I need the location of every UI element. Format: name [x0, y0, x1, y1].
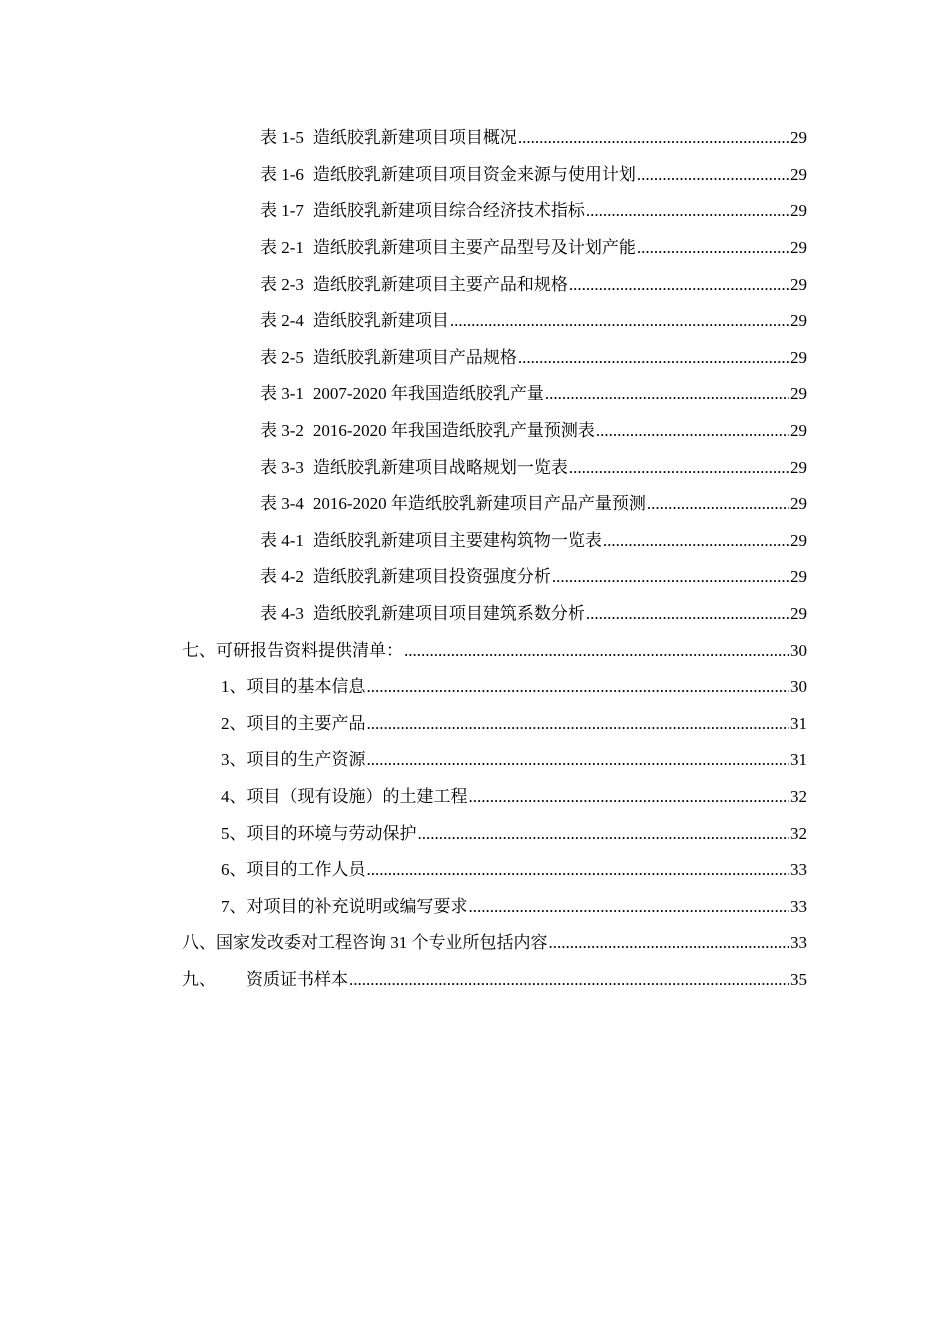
toc-entry-title: [260, 567, 551, 587]
toc-entry-text: 项目的环境与劳动保护: [246, 823, 417, 843]
toc-item-entry[interactable]: [0, 742, 807, 779]
toc-entry-title: [260, 348, 517, 368]
dot-leader: [586, 604, 789, 624]
toc-entry-label: 表 1-5: [260, 128, 304, 148]
toc-page-number: 32: [790, 823, 807, 843]
toc-page-number: 30: [790, 640, 807, 660]
toc-entry-label: 表 3-4: [260, 494, 304, 514]
dot-leader: [596, 421, 789, 441]
toc-entry-title: [260, 238, 636, 258]
toc-entry[interactable]: [0, 303, 807, 340]
toc-entry[interactable]: [0, 523, 807, 560]
toc-page-number: 29: [790, 494, 807, 514]
toc-entry-text: 项目的工作人员: [246, 860, 366, 880]
toc-entry-title: [221, 714, 366, 734]
toc-entry-title: [221, 787, 468, 807]
toc-entry-text: 2016-2020 年造纸胶乳新建项目产品产量预测: [312, 494, 646, 514]
toc-entry[interactable]: [0, 376, 807, 413]
toc-section-entry[interactable]: [0, 962, 807, 999]
toc-entry-label: 1、: [221, 677, 247, 697]
dot-leader: [418, 824, 790, 844]
toc-entry-label: 表 2-3: [260, 274, 304, 294]
toc-entry-label: 九、: [182, 969, 216, 989]
dot-leader: [586, 201, 789, 221]
toc-item-entry[interactable]: [0, 852, 807, 889]
toc-page-number: 30: [790, 677, 807, 697]
toc-entry-title: [260, 421, 595, 441]
dot-leader: [349, 970, 789, 990]
toc-entry[interactable]: [0, 120, 807, 157]
toc-entry-title: [260, 384, 544, 404]
dot-leader: [450, 311, 789, 331]
toc-entry[interactable]: [0, 486, 807, 523]
dot-leader: [469, 897, 790, 917]
toc-entry-label: 表 1-7: [260, 201, 304, 221]
toc-entry-title: [260, 275, 568, 295]
toc-entry-title: [221, 897, 468, 917]
toc-entry-text: 对项目的补充说明或编写要求: [246, 896, 468, 916]
toc-entry-text: 造纸胶乳新建项目产品规格: [312, 347, 517, 367]
toc-page-number: 29: [790, 238, 807, 258]
toc-entry-title: [260, 458, 568, 478]
toc-entry-label: 表 4-3: [260, 604, 304, 624]
toc-page-number: 29: [790, 604, 807, 624]
toc-entry-title: [182, 970, 348, 990]
toc-page-number: 29: [790, 421, 807, 441]
toc-entry-text: 造纸胶乳新建项目战略规划一览表: [312, 457, 568, 477]
toc-entry-title: [221, 860, 366, 880]
toc-section-entry[interactable]: [0, 925, 807, 962]
dot-leader: [518, 128, 789, 148]
toc-entry-label: 6、: [221, 860, 247, 880]
dot-leader: [603, 531, 789, 551]
toc-entry-label: 表 3-2: [260, 421, 304, 441]
toc-entry-text: 项目（现有设施）的土建工程: [246, 786, 468, 806]
toc-entry-label: 表 4-1: [260, 530, 304, 550]
toc-entry[interactable]: [0, 230, 807, 267]
toc-entry-label: 表 2-4: [260, 311, 304, 331]
toc-entry-label: 表 3-3: [260, 457, 304, 477]
toc-entry[interactable]: [0, 193, 807, 230]
toc-entry-title: [260, 604, 585, 624]
toc-entry-label: 7、: [221, 896, 247, 916]
toc-page-number: 33: [790, 933, 807, 953]
toc-page-number: 29: [790, 274, 807, 294]
toc-page-number: 31: [790, 713, 807, 733]
toc-entry-text: 项目的主要产品: [246, 713, 366, 733]
toc-page-number: 29: [790, 311, 807, 331]
toc-item-entry[interactable]: [0, 815, 807, 852]
toc-entry-title: [260, 201, 585, 221]
toc-entry[interactable]: [0, 559, 807, 596]
toc-entry-text: 项目的生产资源: [246, 750, 366, 770]
toc-entry-label: 八、: [182, 933, 216, 953]
toc-entry-text: 造纸胶乳新建项目: [312, 311, 449, 331]
toc-entry-title: [260, 165, 636, 185]
toc-entry-title: [260, 128, 517, 148]
toc-page-number: 29: [790, 384, 807, 404]
dot-leader: [367, 750, 790, 770]
toc-entry-label: 表 1-6: [260, 164, 304, 184]
toc-entry-title: [260, 531, 602, 551]
toc-entry-text: 项目的基本信息: [246, 677, 366, 697]
toc-page-number: 29: [790, 457, 807, 477]
table-of-contents: [0, 120, 950, 998]
toc-entry-text: 2016-2020 年我国造纸胶乳产量预测表: [312, 421, 595, 441]
toc-entry[interactable]: [0, 413, 807, 450]
toc-entry-label: 表 4-2: [260, 567, 304, 587]
dot-leader: [367, 860, 790, 880]
toc-item-entry[interactable]: [0, 888, 807, 925]
dot-leader: [469, 787, 790, 807]
toc-entry-title: [182, 933, 548, 953]
toc-entry-title: [221, 677, 366, 697]
dot-leader: [552, 567, 789, 587]
toc-entry[interactable]: [0, 266, 807, 303]
toc-entry[interactable]: [0, 340, 807, 377]
toc-entry-label: 5、: [221, 823, 247, 843]
toc-entry-label: 表 2-1: [260, 238, 304, 258]
toc-entry-text: 造纸胶乳新建项目项目资金来源与使用计划: [312, 164, 636, 184]
toc-page-number: 32: [790, 786, 807, 806]
toc-entry-text: 造纸胶乳新建项目主要产品和规格: [312, 274, 568, 294]
dot-leader: [569, 275, 789, 295]
toc-entry-text: 造纸胶乳新建项目项目建筑系数分析: [312, 604, 585, 624]
toc-entry-label: 4、: [221, 786, 247, 806]
toc-entry-title: [221, 824, 417, 844]
dot-leader: [367, 714, 790, 734]
toc-entry-text: 造纸胶乳新建项目主要产品型号及计划产能: [312, 238, 636, 258]
toc-entry-label: 表 2-5: [260, 347, 304, 367]
dot-leader: [404, 641, 789, 661]
dot-leader: [367, 677, 790, 697]
toc-entry-title: [260, 311, 449, 331]
toc-page-number: 29: [790, 567, 807, 587]
toc-entry-text: 可研报告资料提供清单：: [216, 640, 403, 660]
toc-entry[interactable]: [0, 596, 807, 633]
toc-page-number: 33: [790, 860, 807, 880]
toc-page-number: 29: [790, 201, 807, 221]
dot-leader: [637, 165, 789, 185]
toc-entry-label: 七、: [182, 640, 216, 660]
dot-leader: [647, 494, 789, 514]
toc-entry-text: 2007-2020 年我国造纸胶乳产量: [312, 384, 544, 404]
toc-page-number: 29: [790, 530, 807, 550]
toc-page-number: 31: [790, 750, 807, 770]
toc-entry-label: 表 3-1: [260, 384, 304, 404]
dot-leader: [518, 348, 789, 368]
toc-page-number: 29: [790, 128, 807, 148]
dot-leader: [549, 933, 790, 953]
toc-item-entry[interactable]: [0, 706, 807, 743]
toc-entry-label: 2、: [221, 713, 247, 733]
toc-entry-text: 造纸胶乳新建项目项目概况: [312, 128, 517, 148]
toc-page-number: 29: [790, 347, 807, 367]
toc-entry-label: 3、: [221, 750, 247, 770]
toc-section-entry[interactable]: [0, 632, 807, 669]
toc-entry-text: 资质证书样本: [246, 969, 348, 989]
toc-entry-text: 造纸胶乳新建项目主要建构筑物一览表: [312, 530, 602, 550]
toc-entry-text: 造纸胶乳新建项目投资强度分析: [312, 567, 551, 587]
dot-leader: [545, 384, 789, 404]
toc-entry-text: 造纸胶乳新建项目综合经济技术指标: [312, 201, 585, 221]
toc-page-number: 29: [790, 164, 807, 184]
toc-page-number: 35: [790, 969, 807, 989]
dot-leader: [569, 458, 789, 478]
toc-entry-title: [182, 641, 403, 661]
toc-entry[interactable]: [0, 449, 807, 486]
dot-leader: [637, 238, 789, 258]
toc-entry-text: 国家发改委对工程咨询 31 个专业所包括内容: [216, 933, 548, 953]
toc-entry[interactable]: [0, 157, 807, 194]
toc-entry-title: [260, 494, 646, 514]
toc-entry-title: [221, 750, 366, 770]
toc-page-number: 33: [790, 896, 807, 916]
toc-item-entry[interactable]: [0, 669, 807, 706]
toc-item-entry[interactable]: [0, 779, 807, 816]
